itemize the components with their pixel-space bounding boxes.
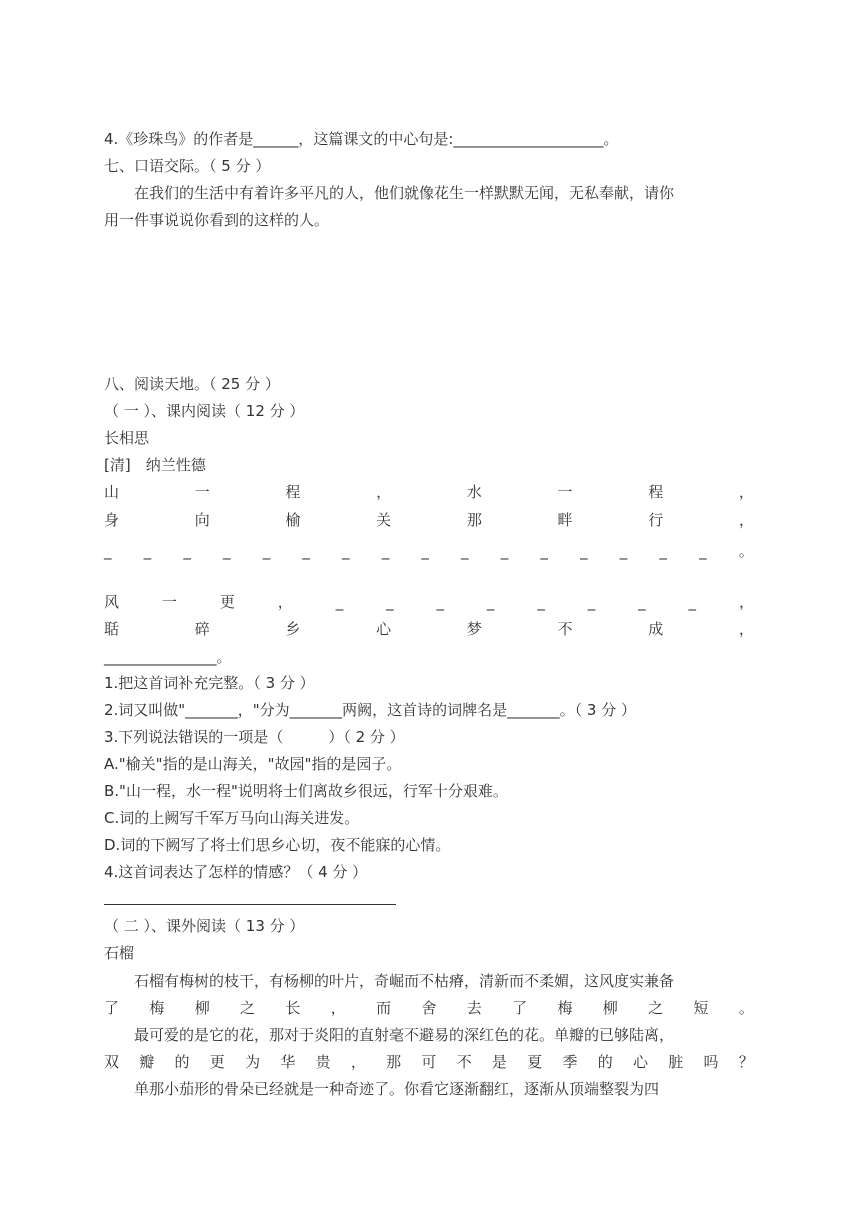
essay-paragraph-2-end [104,1049,754,1076]
spread-char: _ [638,593,646,611]
spread-char: _ [143,542,152,560]
essay-paragraph-3: 单那小茄形的骨朵已经就是一种奇迹了。你看它逐渐翻红，逐渐从顶端整裂为四 [134,1080,660,1098]
section-7-body-line-1: 在我们的生活中有着许多平凡的人，他们就像花生一样默默无闻，无私奉献，请你 [134,184,675,202]
spread-char: 瓣 [139,1053,155,1071]
spread-char: 不 [557,620,573,638]
poem-line-3-blanks [104,538,754,565]
spread-char: _ [262,542,271,560]
spread-char: ， [738,620,754,638]
spread-char: _ [335,593,344,611]
spread-char: _ [688,593,697,611]
spread-char: _ [421,542,429,560]
spread-char: _ [386,593,394,611]
spread-char: _ [486,593,495,611]
spread-char: 不 [456,1053,472,1071]
spread-char: _ [461,542,469,560]
spread-char: 心 [376,620,392,638]
spread-char: _ [302,542,310,560]
spread-char: _ [540,542,548,560]
spread-char: 一 [557,483,573,501]
question-3: 3.下列说法错误的一项是（ ）（ 2 分 ） [104,728,405,746]
spread-char: 去 [466,999,482,1017]
poem-line-4 [104,589,754,616]
spread-char: 了 [104,999,120,1017]
spread-char: 柳 [194,999,210,1017]
spread-char: 更 [219,593,235,611]
spread-char: ， [738,593,754,611]
spread-char: ， [277,593,293,611]
spread-char: 短 [693,999,709,1017]
spread-char: _ [436,593,444,611]
spread-char: 风 [104,593,120,611]
spread-char: 乡 [285,620,301,638]
spread-char: _ [500,542,509,560]
spread-char: 程 [285,483,301,501]
spread-char: 的 [174,1053,190,1071]
spread-char: ？ [738,1053,754,1071]
question-2: 2.词又叫做"_______，"分为_______两阙，这首诗的词牌名是_______。（ 3 分 ） [104,701,636,719]
spread-char: _ [342,542,350,560]
spread-char: 而 [376,999,392,1017]
spread-char: 长 [285,999,301,1017]
spread-char: _ [699,542,707,560]
section-7-body-line-2: 用一件事说说你看到的这样的人。 [104,211,330,229]
part-2-title: （ 二 ）、课外阅读（ 13 分 ） [104,917,305,935]
spread-char: _ [659,542,667,560]
spread-char: _ [183,542,191,560]
spread-char: _ [587,593,596,611]
spread-char: 舍 [421,999,437,1017]
essay-paragraph-1: 石榴有梅树的枝干，有杨柳的叶片，奇崛而不枯瘠，清新而不柔媚，这风度实兼备 [134,972,675,990]
spread-char: 程 [648,483,664,501]
poem-author: [清] 纳兰性德 [104,456,206,474]
spread-char: 之 [648,999,664,1017]
spread-char: _ [619,542,628,560]
spread-char: 了 [512,999,528,1017]
spread-char: 心 [632,1053,648,1071]
spread-char: 一 [161,593,177,611]
spread-char: 向 [194,511,210,529]
spread-char: 吗 [703,1053,719,1071]
spread-char: 的 [597,1053,613,1071]
spread-char: 一 [194,483,210,501]
spread-char: ， [330,999,346,1017]
spread-char: 柳 [602,999,618,1017]
essay-title: 石榴 [104,944,135,962]
option-c: C.词的上阙写千军万马向山海关进发。 [104,809,360,827]
poem-line-6-blank: _______________。 [104,648,232,666]
spread-char: 梅 [149,999,165,1017]
spread-char: _ [223,542,231,560]
spread-char: 双 [104,1053,120,1071]
spread-char: ， [376,483,392,501]
question-1: 1.把这首词补充完整。（ 3 分 ） [104,674,315,692]
section-7-title: 七、口语交际。（ 5 分 ） [104,157,271,175]
part-1-title: （ 一 ）、课内阅读（ 12 分 ） [104,402,305,420]
spread-char: 梅 [557,999,573,1017]
spread-char: 榆 [285,511,301,529]
spread-char: 成 [648,620,664,638]
poem-title: 长相思 [104,429,150,447]
spread-char: 碎 [194,620,210,638]
option-a: A."榆关"指的是山海关，"故园"指的是园子。 [104,755,402,773]
spread-char: 。 [738,542,754,560]
spread-char: 可 [421,1053,437,1071]
spread-char: 是 [491,1053,507,1071]
spread-char: _ [381,542,390,560]
spread-char: 梦 [466,620,482,638]
essay-paragraph-2: 最可爱的是它的花，那对于炎阳的直射毫不避易的深红色的花。单瓣的已够陆离， [134,1026,675,1044]
spread-char: 之 [240,999,256,1017]
option-d: D.词的下阙写了将士们思乡心切，夜不能寐的心情。 [104,836,451,854]
spread-char: 贵 [315,1053,331,1071]
poem-line-2 [104,507,754,534]
spread-char: 脏 [668,1053,684,1071]
spread-char: 那 [466,511,482,529]
spread-char: 为 [245,1053,261,1071]
spread-char: 更 [209,1053,225,1071]
spread-char: 山 [104,483,120,501]
spread-char: 聒 [104,620,120,638]
poem-line-5 [104,616,754,643]
spread-char: 。 [738,999,754,1017]
spread-char: _ [104,542,112,560]
spread-char: ， [738,511,754,529]
spread-char: 夏 [527,1053,543,1071]
spread-char: 畔 [557,511,573,529]
poem-line-1 [104,479,754,506]
spread-char: ， [738,483,754,501]
question-4: 4.这首词表达了怎样的情感？（ 4 分 ） [104,863,368,881]
spread-char: 那 [386,1053,402,1071]
section-8-title: 八、阅读天地。（ 25 分 ） [104,375,280,393]
option-b: B."山一程，水一程"说明将士们离故乡很远，行军十分艰难。 [104,782,508,800]
essay-paragraph-1-end [104,995,754,1022]
spread-char: 季 [562,1053,578,1071]
spread-char: ， [350,1053,366,1071]
spread-char: 身 [104,511,120,529]
spread-char: _ [537,593,545,611]
spread-char: 行 [648,511,664,529]
spread-char: 关 [376,511,392,529]
spread-char: 水 [466,483,482,501]
spread-char: _ [580,542,588,560]
question-pearl-bird: 4.《珍珠鸟》的作者是______，这篇课文的中心句是:____________________。 [104,130,619,148]
spread-char: 华 [280,1053,296,1071]
answer-line [104,904,396,905]
